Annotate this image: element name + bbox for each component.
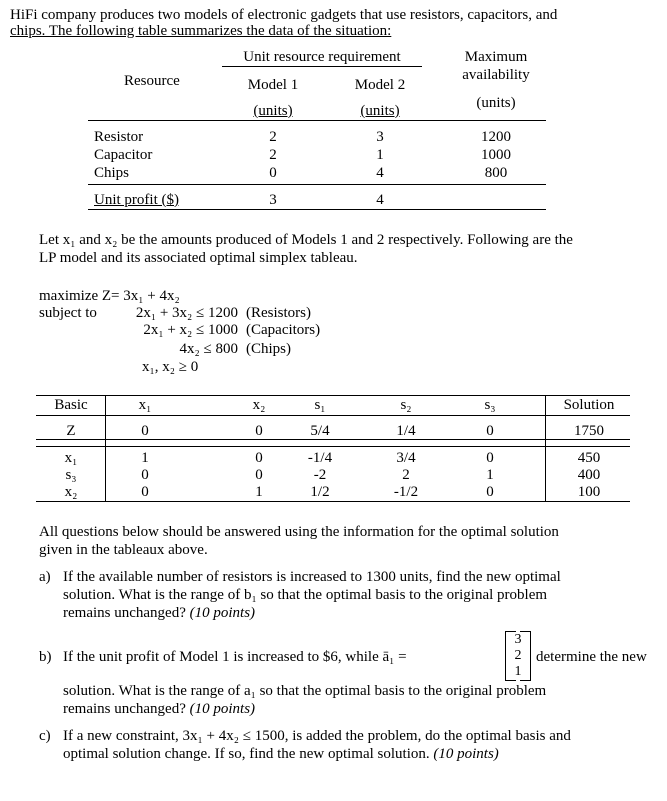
row-capacitor-m1: 2	[269, 147, 277, 163]
question-c-points: (10 points)	[433, 746, 499, 762]
tableau-row-1-basic: x₁	[64, 450, 78, 466]
tableau-row-1-s1: -1/4	[307, 450, 333, 466]
lp-constraint-2-label: (Capacitors)	[246, 322, 321, 338]
header-resource: Resource	[124, 73, 180, 89]
tableau-header-rule	[36, 415, 630, 416]
tableau-z-x1: 0	[141, 423, 149, 439]
row-chips-max: 800	[484, 165, 508, 181]
vector-entry-1: 3	[514, 632, 522, 647]
tableau-row-1-x2: 0	[255, 450, 263, 466]
tableau-header-s1: s₁	[314, 397, 326, 413]
question-a-line-1: If the available number of resistors is increased to 1300 units, find the new optimal	[63, 569, 561, 585]
lp-constraint-3-label: (Chips)	[246, 341, 291, 357]
lp-nonnegativity: x₁, x₂ ≥ 0	[142, 359, 199, 375]
lp-constraint-2: 2x₁ + x₂ ≤ 1000	[143, 322, 238, 338]
row-chips-m1: 0	[269, 165, 277, 181]
header-unit-resource: Unit resource requirement	[243, 49, 401, 65]
row-profit-name	[94, 191, 179, 209]
tableau-row-2-s2: 2	[402, 467, 410, 483]
tableau-row-3-solution: 100	[577, 484, 601, 500]
tableau-row-2-s1: -2	[313, 467, 327, 483]
tableau-row-3-s2: -1/2	[393, 484, 419, 500]
row-resistor-max: 1200	[481, 129, 511, 145]
header-model-2: Model 2	[354, 77, 406, 93]
tableau-header-solution: Solution	[563, 397, 615, 413]
tableau-row-3-basic: x₂	[64, 484, 78, 500]
tableau-row-1-x1: 1	[141, 450, 149, 466]
tableau-bottom-rule	[36, 501, 630, 502]
tableau-row-2-solution: 400	[577, 467, 601, 483]
question-b-line-3-text: remains unchanged?	[63, 701, 186, 717]
row-chips-m2: 4	[376, 165, 384, 181]
question-c-label: c)	[39, 728, 51, 744]
tableau-header-basic: Basic	[54, 397, 88, 413]
intro-line-2	[10, 22, 391, 40]
tableau-header-x1: x₁	[138, 397, 152, 413]
row-capacitor-name: Capacitor	[94, 147, 153, 163]
header-units-1-text: (units)	[253, 103, 293, 119]
tableau-row-2-s3: 1	[486, 467, 494, 483]
tableau-row-3-x1: 0	[141, 484, 149, 500]
row-profit-name-text: Unit profit ($)	[94, 192, 179, 208]
question-a-line-2: solution. What is the range of b₁ so that the optimal basis to the original problem	[63, 587, 548, 603]
header-units-1	[228, 102, 318, 120]
tableau-z-x2: 0	[255, 423, 263, 439]
header-max-1: Maximum	[464, 49, 528, 65]
row-capacitor-max: 1000	[481, 147, 511, 163]
question-b-label: b)	[39, 649, 52, 665]
header-units-2	[335, 102, 425, 120]
question-b-points: (10 points)	[189, 701, 256, 717]
tableau-row-2-basic: s₃	[65, 467, 77, 483]
row-capacitor-m2: 1	[376, 147, 384, 163]
row-resistor-name: Resistor	[94, 129, 144, 145]
vector-entry-2: 2	[514, 648, 522, 663]
question-a-label: a)	[39, 569, 51, 585]
question-a-points: (10 points)	[189, 605, 256, 621]
question-c-line-2	[63, 745, 499, 763]
table-body-rule	[88, 184, 546, 185]
tableau-row-1-s2: 3/4	[396, 450, 416, 466]
tableau-row-2-x1: 0	[141, 467, 149, 483]
row-resistor-m2: 3	[376, 129, 384, 145]
table-header-rule	[88, 120, 546, 121]
header-max-units: (units)	[476, 95, 516, 111]
tableau-z-s2: 1/4	[396, 423, 416, 439]
table-bottom-rule	[88, 209, 546, 210]
lp-constraint-3: 4x₂ ≤ 800	[179, 341, 238, 357]
tableau-header-x2: x₂	[252, 397, 266, 413]
question-a-line-3-text: remains unchanged?	[63, 605, 186, 621]
lp-subject-to: subject to	[39, 305, 97, 321]
question-b-text-before: If the unit profit of Model 1 is increased to $6, while ā₁ =	[63, 649, 407, 665]
tableau-row-2-x2: 0	[255, 467, 263, 483]
question-c-line-2-text: optimal solution change. If so, find the new optimal solution.	[63, 746, 430, 762]
intro-line-1: HiFi company produces two models of electronic gadgets that use resistors, capacitors, and	[10, 7, 558, 23]
lp-intro-line-2: LP model and its associated optimal simplex tableau.	[39, 250, 358, 266]
question-a-line-3	[63, 604, 255, 622]
row-profit-m1: 3	[269, 192, 277, 208]
lp-constraint-1: 2x₁ + 3x₂ ≤ 1200	[135, 305, 238, 321]
lp-intro-line-1: Let x₁ and x₂ be the amounts produced of Models 1 and 2 respectively. Following are the	[39, 232, 573, 248]
tableau-row-1-solution: 450	[577, 450, 601, 466]
tableau-header-s3: s₃	[484, 397, 496, 413]
vector-entry-3: 1	[514, 664, 522, 679]
tableau-header-s2: s₂	[400, 397, 412, 413]
row-profit-m2: 4	[376, 192, 384, 208]
questions-intro-line-2: given in the tableaux above.	[39, 542, 208, 558]
row-resistor-m1: 2	[269, 129, 277, 145]
question-c-line-1: If a new constraint, 3x₁ + 4x₂ ≤ 1500, is added the problem, do the optimal basis and	[63, 728, 571, 744]
tableau-z-basic: Z	[66, 423, 76, 439]
questions-intro-line-1: All questions below should be answered using the information for the optimal solution	[39, 524, 559, 540]
tableau-row-3-s3: 0	[486, 484, 494, 500]
tableau-z-s1: 5/4	[310, 423, 330, 439]
tableau-row-1-s3: 0	[486, 450, 494, 466]
header-max-2: availability	[462, 67, 530, 83]
tableau-row-3-x2: 1	[255, 484, 263, 500]
header-model-1: Model 1	[247, 77, 299, 93]
tableau-z-s3: 0	[486, 423, 494, 439]
question-b-text-after: determine the new	[536, 649, 647, 665]
tableau-row-3-s1: 1/2	[310, 484, 330, 500]
tableau-right-divider	[545, 395, 546, 501]
tableau-z-solution: 1750	[574, 423, 604, 439]
lp-objective: maximize Z= 3x₁ + 4x₂	[39, 288, 180, 304]
header-units-2-text: (units)	[360, 103, 400, 119]
header-group-rule	[222, 66, 422, 67]
lp-constraint-1-label: (Resistors)	[246, 305, 311, 321]
intro-line-2-text: chips. The following table summarizes the data of the situation:	[10, 23, 392, 39]
question-b-line-2: solution. What is the range of a₁ so that the optimal basis to the original problem	[63, 683, 547, 699]
question-b-line-3	[63, 700, 255, 718]
row-chips-name: Chips	[94, 165, 130, 181]
tableau-z-rule-2	[36, 446, 630, 447]
